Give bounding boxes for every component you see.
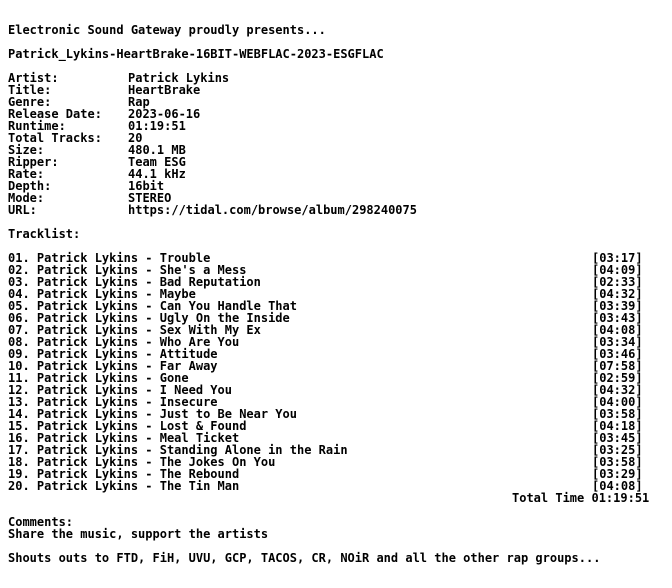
track-duration: [03:29] — [592, 467, 643, 481]
track-duration: [03:25] — [592, 443, 643, 457]
track-title: 17. Patrick Lykins - Standing Alone in the Rain — [8, 443, 348, 457]
track-title: 10. Patrick Lykins - Far Away — [8, 359, 218, 373]
info-key: Ripper: — [8, 155, 59, 169]
release-info — [8, 72, 668, 216]
track-duration: [03:58] — [592, 407, 643, 421]
track-duration: [04:32] — [592, 383, 643, 397]
track-title: 08. Patrick Lykins - Who Are You — [8, 335, 240, 349]
info-key: Size: — [8, 143, 45, 157]
track-duration: [04:32] — [592, 287, 643, 301]
info-row — [8, 108, 668, 120]
track-title: 04. Patrick Lykins - Maybe — [8, 287, 196, 301]
track-title: 20. Patrick Lykins - The Tin Man — [8, 479, 240, 493]
release-name: Patrick_Lykins-HeartBrake-16BIT-WEBFLAC-2023-ESGFLAC — [8, 47, 384, 61]
track-title: 09. Patrick Lykins - Attitude — [8, 347, 218, 361]
track-duration: [03:17] — [592, 251, 643, 265]
track-duration: [04:08] — [592, 323, 643, 337]
info-row — [8, 144, 668, 156]
track-title: 16. Patrick Lykins - Meal Ticket — [8, 431, 240, 445]
info-value: STEREO — [128, 191, 172, 205]
track-duration: [04:09] — [592, 263, 643, 277]
info-key: Mode: — [8, 191, 45, 205]
track-duration: [03:58] — [592, 455, 643, 469]
track-title: 01. Patrick Lykins - Trouble — [8, 251, 211, 265]
track-title: 12. Patrick Lykins - I Need You — [8, 383, 232, 397]
comments-label: Comments: — [8, 515, 74, 529]
comments-text: Share the music, support the artists — [8, 527, 269, 541]
info-key: Release Date: — [8, 107, 102, 121]
track-duration: [04:18] — [592, 419, 643, 433]
info-row — [8, 120, 668, 132]
shoutouts-line: Shouts outs to FTD, FiH, UVU, GCP, TACOS, CR, NOiR and all the other rap groups... — [8, 551, 601, 565]
url-value: https://tidal.com/browse/album/298240075 — [128, 203, 417, 217]
info-row — [8, 180, 668, 192]
track-duration: [04:08] — [592, 479, 643, 493]
info-value: Patrick Lykins — [128, 71, 230, 85]
track-duration: [04:00] — [592, 395, 643, 409]
track-title: 11. Patrick Lykins - Gone — [8, 371, 189, 385]
track-title: 13. Patrick Lykins - Insecure — [8, 395, 218, 409]
track-title: 02. Patrick Lykins - She's a Mess — [8, 263, 247, 277]
info-value: 16bit — [128, 179, 165, 193]
info-row — [8, 168, 668, 180]
track-title: 14. Patrick Lykins - Just to Be Near You — [8, 407, 297, 421]
info-value: 01:19:51 — [128, 119, 186, 133]
info-row — [8, 132, 668, 144]
info-row — [8, 204, 668, 216]
spacer — [8, 504, 668, 516]
info-key: Runtime: — [8, 119, 66, 133]
info-value: HeartBrake — [128, 83, 201, 97]
info-key: Rate: — [8, 167, 45, 181]
track-title: 03. Patrick Lykins - Bad Reputation — [8, 275, 261, 289]
nfo-document — [8, 24, 668, 564]
total-time: Total Time 01:19:51 — [512, 491, 650, 505]
tracklist — [8, 252, 668, 504]
info-row — [8, 156, 668, 168]
info-value: Rap — [128, 95, 150, 109]
spacer — [8, 60, 668, 72]
info-key: Depth: — [8, 179, 52, 193]
track-duration: [02:59] — [592, 371, 643, 385]
track-title: 07. Patrick Lykins - Sex With My Ex — [8, 323, 261, 337]
info-row — [8, 72, 668, 84]
info-value: Team ESG — [128, 155, 186, 169]
info-key: Artist: — [8, 71, 59, 85]
track-title: 15. Patrick Lykins - Lost & Found — [8, 419, 247, 433]
info-key: URL: — [8, 203, 37, 217]
info-value: 20 — [128, 131, 143, 145]
track-title: 18. Patrick Lykins - The Jokes On You — [8, 455, 276, 469]
info-row — [8, 96, 668, 108]
info-key: Total Tracks: — [8, 131, 102, 145]
info-row — [8, 84, 668, 96]
info-key: Genre: — [8, 95, 52, 109]
track-duration: [03:34] — [592, 335, 643, 349]
spacer — [8, 216, 668, 228]
info-value: 2023-06-16 — [128, 107, 201, 121]
track-duration: [02:33] — [592, 275, 643, 289]
track-duration: [03:43] — [592, 311, 643, 325]
track-duration: [03:46] — [592, 347, 643, 361]
track-title: 06. Patrick Lykins - Ugly On the Inside — [8, 311, 290, 325]
track-duration: [07:58] — [592, 359, 643, 373]
tracklist-label: Tracklist: — [8, 227, 81, 241]
track-duration: [03:45] — [592, 431, 643, 445]
info-value: 480.1 MB — [128, 143, 186, 157]
track-title: 19. Patrick Lykins - The Rebound — [8, 467, 240, 481]
track-title: 05. Patrick Lykins - Can You Handle That — [8, 299, 297, 313]
info-value: 44.1 kHz — [128, 167, 186, 181]
intro-line: Electronic Sound Gateway proudly presents... — [8, 23, 326, 37]
track-duration: [03:39] — [592, 299, 643, 313]
info-key: Title: — [8, 83, 52, 97]
total-time-row — [8, 492, 668, 504]
